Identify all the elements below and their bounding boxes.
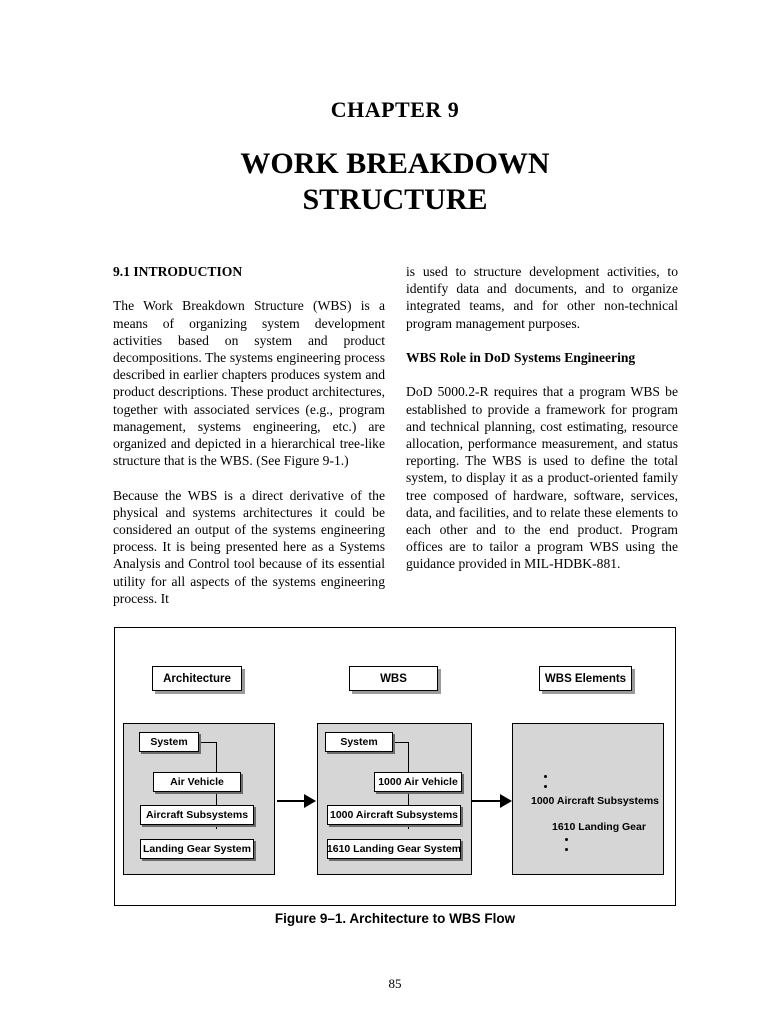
wbs-system-box: System <box>325 732 393 752</box>
wbs-landing-gear-box: 1610 Landing Gear System <box>327 839 461 859</box>
header-architecture: Architecture <box>152 666 242 691</box>
element-landing-gear: 1610 Landing Gear <box>552 821 646 833</box>
title-line-2: STRUCTURE <box>302 183 488 216</box>
element-aircraft-subsystems: 1000 Aircraft Subsystems <box>531 795 660 807</box>
wbs-role-paragraph: DoD 5000.2-R requires that a program WBS be established to provide a framework for program and technical planning, cost estimating, resource allocation, performance measurement, and status reporting. The WBS is used to define the total system, to display it as a product-oriented family tree composed of hardware, software, services, data, and facilities, and to relate these elements to each other and to the end product. Program offices are to tailor a program WBS using the guidance provided in MIL-HDBK-881. <box>406 384 678 572</box>
flow-arrow-1 <box>277 800 304 802</box>
header-wbs-elements: WBS Elements <box>539 666 632 691</box>
ellipsis-dot <box>565 848 568 851</box>
intro-paragraph-1: The Work Breakdown Structure (WBS) is a means of organizing system development activities based on system and product decompositions. The systems engineering process described in earlier chapters produces system and product descriptions. These product architectures, together with associated services (e.g., program management, systems engineering, etc.) are organized and depicted in a hierarchical tree-like structure that is the WBS. (See Figure 9-1.) <box>113 298 385 469</box>
intro-paragraph-continued: is used to structure development activities, to identify data and documents, and to organize integrated teams, and for other non-technical program management purposes. <box>406 264 678 331</box>
wbs-panel <box>317 723 472 875</box>
ellipsis-dot <box>544 785 547 788</box>
page-number: 85 <box>388 976 402 991</box>
connector-line <box>198 742 217 743</box>
section-heading: 9.1 INTRODUCTION <box>113 264 243 279</box>
chapter-title <box>0 146 768 218</box>
right-column <box>406 263 678 590</box>
intro-paragraph-2: Because the WBS is a direct derivative of the physical and systems architectures it could be considered an output of the systems engineering process. It is being presented here as a Systems Analysis and Control tool because of its essential utility for all aspects of the systems engineering process. It <box>113 487 385 606</box>
figure-caption: Figure 9–1. Architecture to WBS Flow <box>274 911 516 926</box>
left-column <box>113 263 385 624</box>
architecture-panel <box>123 723 275 875</box>
ellipsis-dot <box>565 838 568 841</box>
arch-system-box: System <box>139 732 199 752</box>
arch-aircraft-subsystems-box: Aircraft Subsystems <box>140 805 254 825</box>
chapter-label: CHAPTER 9 <box>330 97 460 122</box>
wbs-air-vehicle-box: 1000 Air Vehicle <box>374 772 462 792</box>
wbs-aircraft-subsystems-box: 1000 Aircraft Subsystems <box>327 805 461 825</box>
arch-landing-gear-box: Landing Gear System <box>140 839 254 859</box>
flow-arrow-2 <box>472 800 500 802</box>
connector-line <box>392 742 409 743</box>
title-line-1: WORK BREAKDOWN <box>240 147 550 180</box>
ellipsis-dot <box>544 775 547 778</box>
header-wbs: WBS <box>349 666 438 691</box>
figure-frame <box>114 627 676 906</box>
wbs-elements-panel <box>512 723 664 875</box>
arch-air-vehicle-box: Air Vehicle <box>153 772 241 792</box>
subheading: WBS Role in DoD Systems Engineering <box>406 350 636 365</box>
